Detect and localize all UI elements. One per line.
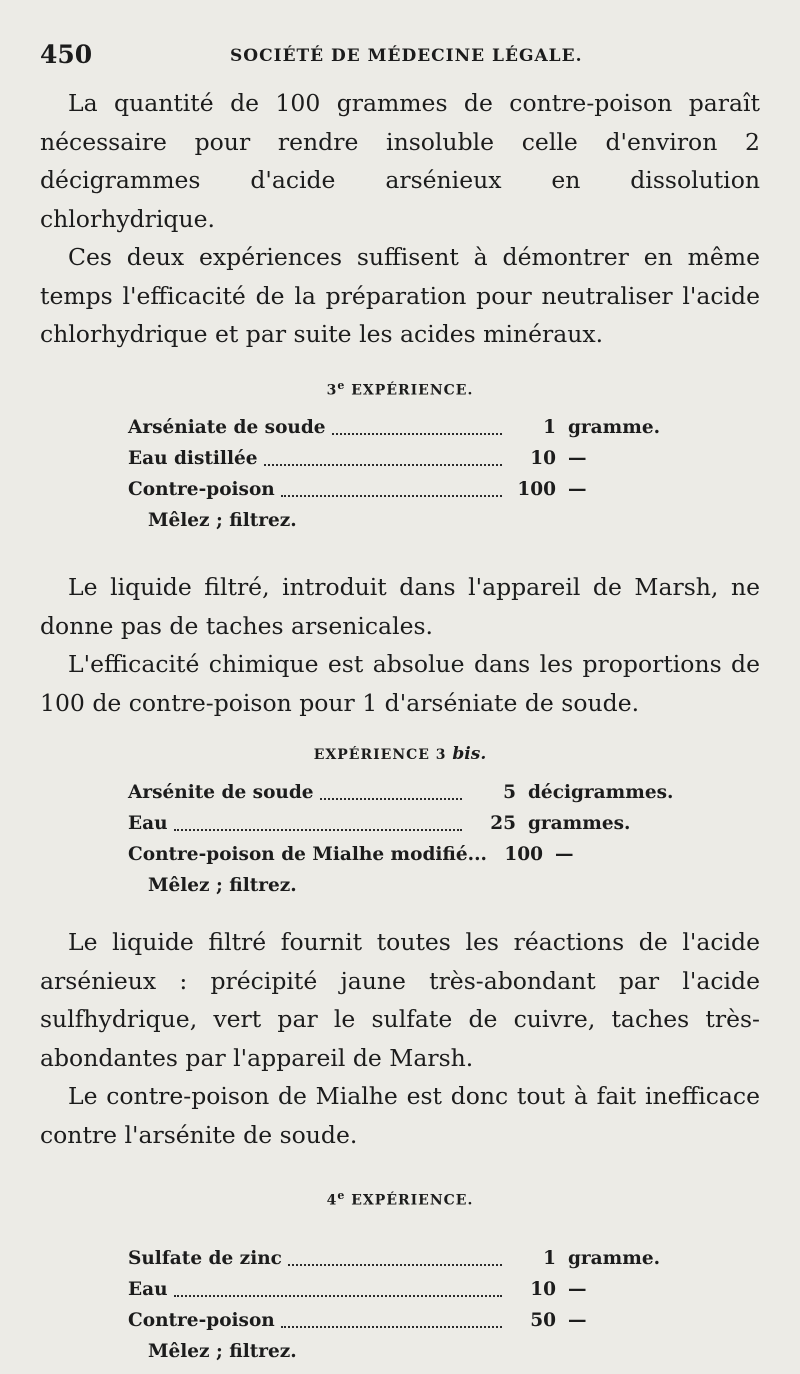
- page-header: [40, 40, 760, 76]
- ingredient-unit: —: [554, 844, 574, 866]
- ingredient-quantity: 100: [504, 844, 543, 866]
- experiment-3bis-recipe: [128, 777, 688, 870]
- recipe-row: [128, 1274, 688, 1305]
- dot-leader: [281, 1325, 502, 1328]
- ingredient-name: Contre-poison: [128, 479, 275, 501]
- dot-leader: [320, 797, 462, 800]
- paragraph: Le liquide filtré, introduit dans l'appareil de Marsh, ne donne pas de taches arsenicales.: [40, 573, 760, 640]
- recipe-row: [128, 1243, 688, 1274]
- recipe-row: [128, 777, 688, 808]
- recipe-row: [128, 808, 688, 839]
- page-number: 450: [40, 40, 93, 69]
- ingredient-name: Contre-poison: [128, 1309, 275, 1331]
- ingredient-name: Eau: [128, 813, 168, 835]
- ingredient-quantity: 10: [530, 1278, 556, 1300]
- ingredient-name: Eau distillée: [128, 448, 258, 470]
- ingredient-name: Arsénite de soude: [128, 782, 314, 804]
- dot-leader: [281, 494, 502, 497]
- ingredient-unit: —: [568, 1278, 587, 1300]
- paragraph: Ces deux expériences suffisent à démontrer en même temps l'efficacité de la préparation pour neutraliser l'acide chlorhydrique et par suite les acides minéraux.: [40, 243, 760, 348]
- recipe-row: [128, 474, 688, 505]
- experiment-3-heading: 3e EXPÉRIENCE.: [326, 378, 474, 399]
- dot-leader: [264, 463, 502, 466]
- experiment-4-recipe: [128, 1243, 688, 1336]
- ingredient-unit: grammes.: [528, 813, 631, 835]
- ingredient-quantity: 100: [517, 479, 556, 501]
- paragraph: L'efficacité chimique est absolue dans les proportions de 100 de contre-poison pour 1 d'arséniate de soude.: [40, 650, 760, 717]
- experiment-4-heading: 4e EXPÉRIENCE.: [326, 1189, 474, 1209]
- dot-leader: [332, 432, 502, 435]
- ingredient-quantity: 50: [530, 1309, 556, 1331]
- dot-leader: [174, 828, 462, 831]
- ingredient-unit: décigrammes.: [528, 782, 674, 804]
- paragraph: Le liquide filtré fournit toutes les réactions de l'acide arsénieux : précipité jaune très-abondant par l'acide sulfhydrique, vert par le sulfate de cuivre, taches très-abondantes par l'appareil de Marsh.: [40, 928, 760, 1072]
- ingredient-unit: —: [568, 448, 587, 470]
- ingredient-quantity: 25: [490, 813, 516, 835]
- paragraph: La quantité de 100 grammes de contre-poison paraît nécessaire pour rendre insoluble celle d'environ 2 décigrammes d'acide arsénieux en dissolution chlorhydrique.: [40, 89, 760, 233]
- ingredient-unit: gramme.: [568, 417, 661, 439]
- ingredient-quantity: 1: [543, 1247, 556, 1269]
- recipe-row: [128, 839, 688, 870]
- ingredient-name: Eau: [128, 1278, 168, 1300]
- experiment-3bis-heading: EXPÉRIENCE 3 bis.: [313, 744, 487, 765]
- ingredient-quantity: 5: [503, 782, 516, 804]
- experiment-3-recipe: [128, 412, 688, 505]
- ingredient-quantity: 1: [543, 417, 556, 439]
- ingredient-quantity: 10: [530, 448, 556, 470]
- recipe-row: [128, 443, 688, 474]
- dot-leader: [174, 1294, 502, 1297]
- running-title: SOCIÉTÉ DE MÉDECINE LÉGALE.: [230, 46, 583, 66]
- ingredient-unit: —: [568, 1309, 587, 1331]
- ingredient-name: Contre-poison de Mialhe modifié...: [128, 844, 487, 866]
- paragraph: Le contre-poison de Mialhe est donc tout à fait inefficace contre l'arsénite de soude.: [40, 1082, 760, 1149]
- ingredient-unit: —: [568, 479, 587, 501]
- dot-leader: [288, 1263, 502, 1266]
- ingredient-name: Arséniate de soude: [128, 417, 326, 439]
- recipe-instruction: Mêlez ; filtrez.: [148, 1340, 297, 1362]
- ingredient-name: Sulfate de zinc: [128, 1247, 282, 1269]
- recipe-instruction: Mêlez ; filtrez.: [148, 510, 297, 532]
- ingredient-unit: gramme.: [568, 1247, 661, 1269]
- recipe-row: [128, 412, 688, 443]
- recipe-instruction: Mêlez ; filtrez.: [148, 875, 297, 897]
- page-body: [40, 84, 760, 1367]
- recipe-row: [128, 1305, 688, 1336]
